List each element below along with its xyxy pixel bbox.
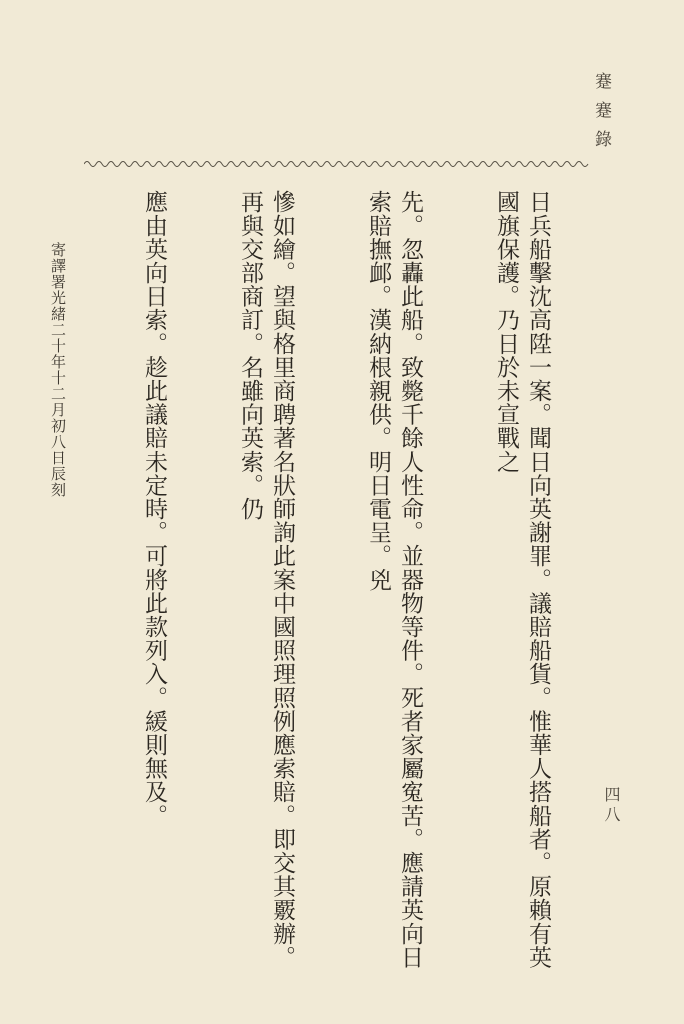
wavy-rule: [84, 158, 590, 170]
page-number: 四八: [602, 786, 621, 826]
text-line: 先。忽轟此船。致斃千餘人性命。並器物等件。死者家屬寃苦。應請英向日索賠撫䘏。漢納根親供。明日電呈。兇: [365, 190, 423, 969]
text-line: 應由英向日索。趁此議賠未定時。可將此款列入。緩則無及。: [141, 190, 167, 828]
source-note: 寄譯署光緒二十年十二月初八日辰刻: [49, 242, 67, 498]
text-line: 日兵船擊沈高陞一案。聞日向英謝罪。議賠船貨。惟華人搭船者。原賴有英國旗保護。乃日於未宣戰之: [493, 190, 551, 969]
running-head: 蹇蹇錄: [591, 72, 611, 159]
main-text-block: [0, 190, 618, 990]
text-line: 慘如繪。望與格里商聘著名狀師詢此案中國照理照例應索賠。即交其覈辦。再與交部商訂。名雖向英索。仍: [237, 190, 295, 969]
